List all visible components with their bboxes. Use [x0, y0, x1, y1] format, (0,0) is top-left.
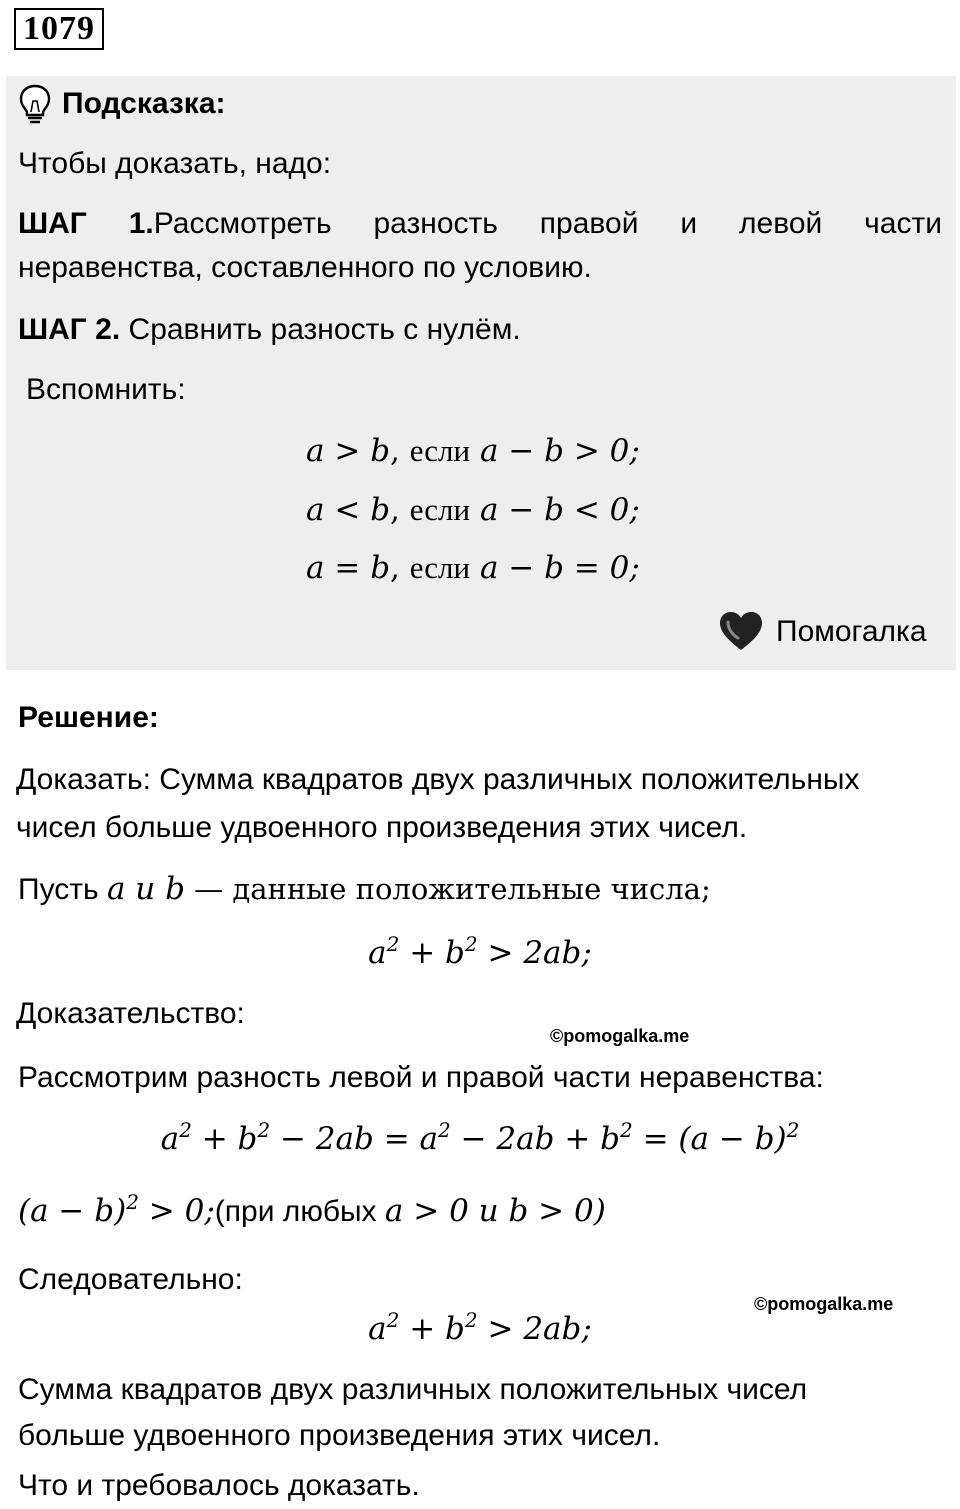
identity: $a^2 + b^2 - 2ab = a^2 - 2ab + b^2 = (a - b)^2$: [160, 1118, 800, 1157]
step1-text: Рассмотреть разность правой и левой части: [153, 207, 942, 240]
consider-text: Рассмотрим разность левой и правой части неравенства:: [18, 1061, 824, 1094]
proof-label: Доказательство:: [16, 997, 245, 1030]
rule-lt: a < b, если a − b < 0;: [306, 492, 640, 528]
inequality-2: $a^2 + b^2 > 2ab$;: [368, 1308, 592, 1347]
heart-icon: [718, 610, 764, 652]
rule-eq: a = b, если a − b = 0;: [306, 550, 640, 586]
rule-gt: a > b, если a − b > 0;: [306, 433, 640, 469]
watermark-2: ©pomogalka.me: [754, 1294, 894, 1314]
lightbulb-icon: [18, 84, 52, 124]
hint-title: Подсказка:: [62, 87, 226, 120]
watermark-1: ©pomogalka.me: [550, 1026, 690, 1046]
therefore-label: Следовательно:: [18, 1263, 243, 1296]
solution-title: Решение:: [18, 701, 159, 734]
nonneg-line: $(a - b)^2$ > 0;(при любых a > 0 и b > 0): [18, 1190, 606, 1229]
inequality-1: $a^2 + b^2 > 2ab$;: [368, 932, 592, 971]
step2-text: Сравнить разность с нулём.: [120, 313, 521, 346]
hint-remember: Вспомнить:: [26, 373, 186, 406]
step2-label: ШАГ 2.: [18, 313, 121, 346]
let-statement: Пусть a и b — данные положительные числа;: [18, 871, 711, 907]
hint-step2: [18, 312, 521, 348]
step1-label: ШАГ 1.: [18, 207, 154, 240]
hint-intro: Чтобы доказать, надо:: [18, 147, 332, 180]
brand-name: Помогалка: [776, 615, 927, 648]
conclusion-line1: Сумма квадратов двух различных положительных чисел: [18, 1373, 808, 1406]
prove-line2: чисел больше удвоенного произведения этих чисел.: [16, 811, 748, 844]
qed: Что и требовалось доказать.: [18, 1469, 420, 1502]
hint-step1-line2: неравенства, составленного по условию.: [18, 251, 592, 284]
prove-line1: Доказать: Сумма квадратов двух различных положительных: [16, 763, 860, 796]
task-number: 1079: [14, 8, 104, 50]
conclusion-line2: больше удвоенного произведения этих чисел.: [18, 1419, 661, 1452]
hint-step1-line1: [18, 206, 942, 242]
